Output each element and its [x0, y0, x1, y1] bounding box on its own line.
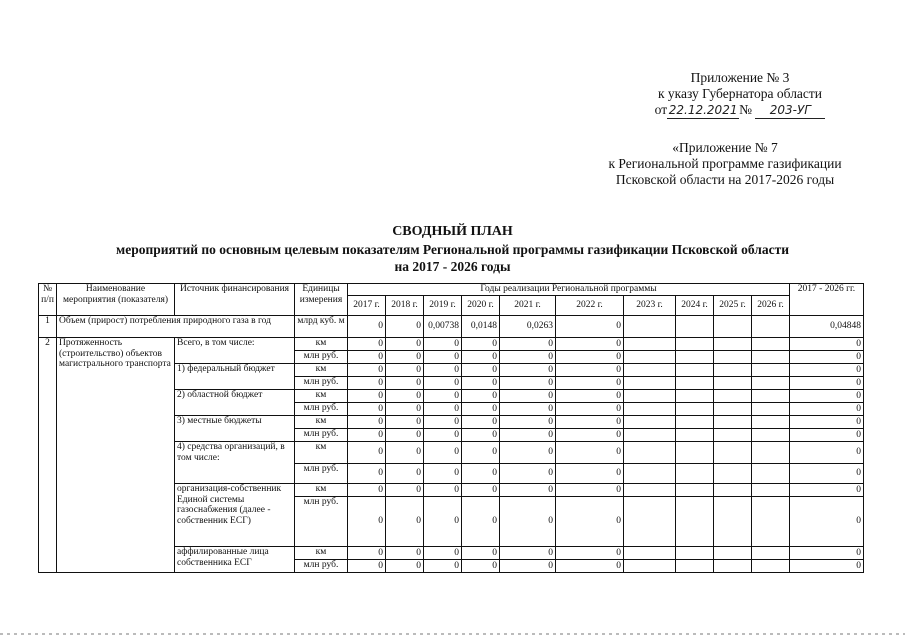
- value-cell: 0: [424, 547, 462, 560]
- unit-cell: млн руб.: [295, 377, 348, 390]
- unit-cell: км: [295, 390, 348, 403]
- total-cell: 0: [790, 464, 864, 484]
- value-cell: [752, 364, 790, 377]
- value-cell: 0: [424, 364, 462, 377]
- value-cell: 0: [462, 416, 500, 429]
- value-cell: [714, 390, 752, 403]
- header-year: 2021 г.: [500, 296, 556, 316]
- value-cell: [714, 464, 752, 484]
- value-cell: 0: [500, 338, 556, 351]
- value-cell: [676, 364, 714, 377]
- value-cell: 0: [556, 429, 624, 442]
- value-cell: 0: [556, 464, 624, 484]
- value-cell: 0: [424, 560, 462, 573]
- value-cell: 0: [348, 560, 386, 573]
- header-units: Единицы измерения: [295, 284, 348, 316]
- unit-cell: км: [295, 338, 348, 351]
- value-cell: 0: [386, 497, 424, 547]
- total-cell: 0: [790, 364, 864, 377]
- value-cell: 0: [348, 351, 386, 364]
- value-cell: 0: [386, 390, 424, 403]
- header-num: № п/п: [39, 284, 57, 316]
- value-cell: [624, 547, 676, 560]
- value-cell: 0: [556, 416, 624, 429]
- value-cell: 0: [462, 377, 500, 390]
- header-year: 2022 г.: [556, 296, 624, 316]
- header-year: 2023 г.: [624, 296, 676, 316]
- total-cell: 0: [790, 390, 864, 403]
- unit-cell: млн руб.: [295, 497, 348, 547]
- value-cell: 0: [424, 464, 462, 484]
- value-cell: [676, 442, 714, 464]
- value-cell: [714, 364, 752, 377]
- unit-cell: млн руб.: [295, 429, 348, 442]
- header-years-group: Годы реализации Региональной программы: [348, 284, 790, 296]
- value-cell: [624, 416, 676, 429]
- row1-val: 0: [348, 316, 386, 338]
- value-cell: 0: [386, 464, 424, 484]
- value-cell: 0: [424, 403, 462, 416]
- row1-total: 0,04848: [790, 316, 864, 338]
- value-cell: 0: [500, 442, 556, 464]
- appendix2-line2: к Региональной программе газификации: [608, 156, 842, 171]
- value-cell: 0: [500, 497, 556, 547]
- value-cell: [752, 377, 790, 390]
- value-cell: 0: [462, 464, 500, 484]
- source-cell: Всего, в том числе:: [175, 338, 295, 364]
- value-cell: [752, 338, 790, 351]
- value-cell: 0: [424, 416, 462, 429]
- total-cell: 0: [790, 547, 864, 560]
- value-cell: 0: [348, 390, 386, 403]
- value-cell: 0: [556, 377, 624, 390]
- unit-cell: км: [295, 364, 348, 377]
- total-cell: 0: [790, 416, 864, 429]
- header-name: Наименование мероприятия (показателя): [57, 284, 175, 316]
- value-cell: 0: [424, 442, 462, 464]
- total-cell: 0: [790, 403, 864, 416]
- unit-cell: км: [295, 416, 348, 429]
- value-cell: [714, 377, 752, 390]
- value-cell: 0: [500, 429, 556, 442]
- value-cell: 0: [424, 484, 462, 497]
- appendix-line1: Приложение № 3: [690, 70, 790, 85]
- value-cell: 0: [462, 351, 500, 364]
- value-cell: [676, 497, 714, 547]
- value-cell: [714, 560, 752, 573]
- number-prefix: №: [739, 102, 752, 117]
- value-cell: 0: [424, 497, 462, 547]
- value-cell: 0: [462, 497, 500, 547]
- row1-name: Объем (прирост) потребления природного газа в год: [57, 316, 295, 338]
- row1-val: 0: [556, 316, 624, 338]
- header-year: 2020 г.: [462, 296, 500, 316]
- table-row: [39, 316, 864, 338]
- total-cell: 0: [790, 560, 864, 573]
- value-cell: 0: [386, 547, 424, 560]
- header-year: 2026 г.: [752, 296, 790, 316]
- value-cell: 0: [462, 547, 500, 560]
- value-cell: [714, 403, 752, 416]
- row2-num: 2: [39, 338, 57, 573]
- header-year: 2025 г.: [714, 296, 752, 316]
- value-cell: 0: [462, 403, 500, 416]
- total-cell: 0: [790, 338, 864, 351]
- value-cell: 0: [500, 351, 556, 364]
- value-cell: 0: [556, 497, 624, 547]
- value-cell: 0: [462, 442, 500, 464]
- value-cell: 0: [500, 403, 556, 416]
- value-cell: [676, 377, 714, 390]
- value-cell: [624, 429, 676, 442]
- value-cell: 0: [386, 429, 424, 442]
- header-year: 2018 г.: [386, 296, 424, 316]
- value-cell: [714, 338, 752, 351]
- value-cell: [714, 484, 752, 497]
- source-cell: 3) местные бюджеты: [175, 416, 295, 442]
- value-cell: 0: [556, 403, 624, 416]
- source-cell: организация-собственник Единой системы газоснабжения (далее - собственник ЕСГ): [175, 484, 295, 547]
- header-year: 2017 г.: [348, 296, 386, 316]
- value-cell: [624, 560, 676, 573]
- handwritten-date: 22.12.2021: [668, 103, 738, 117]
- value-cell: 0: [386, 351, 424, 364]
- value-cell: [714, 429, 752, 442]
- value-cell: [752, 351, 790, 364]
- header-total: 2017 - 2026 гг.: [790, 284, 864, 316]
- unit-cell: млн руб.: [295, 403, 348, 416]
- unit-cell: млн руб.: [295, 351, 348, 364]
- value-cell: 0: [500, 464, 556, 484]
- value-cell: [714, 351, 752, 364]
- value-cell: [676, 484, 714, 497]
- value-cell: 0: [462, 484, 500, 497]
- value-cell: 0: [556, 364, 624, 377]
- scan-artifact-line: [0, 633, 905, 635]
- value-cell: 0: [556, 484, 624, 497]
- date-prefix: от: [654, 102, 668, 117]
- value-cell: [752, 547, 790, 560]
- value-cell: 0: [348, 429, 386, 442]
- value-cell: 0: [424, 377, 462, 390]
- value-cell: 0: [462, 364, 500, 377]
- value-cell: 0: [386, 364, 424, 377]
- value-cell: 0: [348, 464, 386, 484]
- appendix2-line1: «Приложение № 7: [672, 140, 778, 155]
- value-cell: [624, 377, 676, 390]
- value-cell: [624, 442, 676, 464]
- value-cell: 0: [462, 560, 500, 573]
- value-cell: [624, 364, 676, 377]
- value-cell: [624, 403, 676, 416]
- value-cell: [714, 416, 752, 429]
- value-cell: [676, 547, 714, 560]
- value-cell: [676, 390, 714, 403]
- value-cell: 0: [500, 484, 556, 497]
- value-cell: 0: [462, 390, 500, 403]
- handwritten-number: 203-УГ: [755, 102, 825, 119]
- value-cell: [676, 416, 714, 429]
- value-cell: 0: [348, 338, 386, 351]
- value-cell: 0: [462, 429, 500, 442]
- value-cell: [752, 442, 790, 464]
- value-cell: 0: [424, 429, 462, 442]
- value-cell: 0: [500, 416, 556, 429]
- appendix-date-line: [620, 102, 860, 119]
- row1-val: 0,0263: [500, 316, 556, 338]
- value-cell: [752, 464, 790, 484]
- value-cell: 0: [500, 547, 556, 560]
- total-cell: 0: [790, 377, 864, 390]
- value-cell: 0: [386, 416, 424, 429]
- value-cell: 0: [556, 442, 624, 464]
- value-cell: 0: [424, 351, 462, 364]
- row1-val: 0,0148: [462, 316, 500, 338]
- value-cell: [676, 403, 714, 416]
- value-cell: 0: [386, 377, 424, 390]
- value-cell: 0: [556, 338, 624, 351]
- value-cell: [624, 464, 676, 484]
- value-cell: [676, 560, 714, 573]
- value-cell: 0: [348, 364, 386, 377]
- unit-cell: км: [295, 484, 348, 497]
- value-cell: [752, 560, 790, 573]
- unit-cell: км: [295, 547, 348, 560]
- row1-val: 0: [386, 316, 424, 338]
- value-cell: 0: [386, 338, 424, 351]
- value-cell: 0: [462, 338, 500, 351]
- row2-name: Протяженность (строительство) объектов магистрального транспорта: [57, 338, 175, 573]
- value-cell: [752, 416, 790, 429]
- total-cell: 0: [790, 484, 864, 497]
- value-cell: 0: [556, 547, 624, 560]
- value-cell: 0: [348, 377, 386, 390]
- value-cell: 0: [500, 390, 556, 403]
- appendix2-line3: Псковской области на 2017-2026 годы: [615, 172, 835, 187]
- value-cell: [752, 403, 790, 416]
- value-cell: [676, 351, 714, 364]
- row1-val: 0,00738: [424, 316, 462, 338]
- table-row: [39, 338, 864, 351]
- header-year: 2024 г.: [676, 296, 714, 316]
- header-year: 2019 г.: [424, 296, 462, 316]
- value-cell: 0: [386, 403, 424, 416]
- value-cell: 0: [348, 484, 386, 497]
- value-cell: [676, 429, 714, 442]
- value-cell: 0: [348, 416, 386, 429]
- value-cell: [714, 547, 752, 560]
- value-cell: [624, 484, 676, 497]
- value-cell: 0: [424, 390, 462, 403]
- unit-cell: млн руб.: [295, 560, 348, 573]
- row1-unit: млрд куб. м: [295, 316, 348, 338]
- value-cell: [624, 338, 676, 351]
- unit-cell: км: [295, 442, 348, 464]
- summary-plan-table: [38, 283, 864, 573]
- row1-val: [676, 316, 714, 338]
- value-cell: 0: [386, 560, 424, 573]
- value-cell: [624, 351, 676, 364]
- value-cell: 0: [386, 484, 424, 497]
- value-cell: [624, 497, 676, 547]
- value-cell: [752, 497, 790, 547]
- value-cell: 0: [348, 442, 386, 464]
- value-cell: [752, 429, 790, 442]
- source-cell: 1) федеральный бюджет: [175, 364, 295, 390]
- source-cell: 2) областной бюджет: [175, 390, 295, 416]
- total-cell: 0: [790, 442, 864, 464]
- value-cell: 0: [556, 390, 624, 403]
- value-cell: 0: [348, 497, 386, 547]
- value-cell: [676, 464, 714, 484]
- total-cell: 0: [790, 429, 864, 442]
- value-cell: [752, 484, 790, 497]
- value-cell: 0: [500, 377, 556, 390]
- source-cell: аффилированные лица собственника ЕСГ: [175, 547, 295, 573]
- total-cell: 0: [790, 497, 864, 547]
- value-cell: 0: [424, 338, 462, 351]
- row1-val: [752, 316, 790, 338]
- value-cell: [624, 390, 676, 403]
- value-cell: 0: [348, 547, 386, 560]
- total-cell: 0: [790, 351, 864, 364]
- source-cell: 4) средства организаций, в том числе:: [175, 442, 295, 484]
- row1-num: 1: [39, 316, 57, 338]
- document-title: СВОДНЫЙ ПЛАН: [392, 224, 513, 239]
- value-cell: 0: [500, 364, 556, 377]
- document-subtitle-2: на 2017 - 2026 годы: [394, 259, 511, 274]
- value-cell: 0: [386, 442, 424, 464]
- value-cell: 0: [500, 560, 556, 573]
- document-subtitle-1: мероприятий по основным целевым показателям Региональной программы газификации Псковской области: [116, 242, 789, 257]
- row1-val: [714, 316, 752, 338]
- header-source: Источник финансирования: [175, 284, 295, 316]
- value-cell: [714, 442, 752, 464]
- row1-val: [624, 316, 676, 338]
- value-cell: [714, 497, 752, 547]
- value-cell: 0: [556, 351, 624, 364]
- appendix-line2: к указу Губернатора области: [657, 86, 823, 101]
- value-cell: 0: [348, 403, 386, 416]
- value-cell: [752, 390, 790, 403]
- value-cell: 0: [556, 560, 624, 573]
- value-cell: [676, 338, 714, 351]
- unit-cell: млн руб.: [295, 464, 348, 484]
